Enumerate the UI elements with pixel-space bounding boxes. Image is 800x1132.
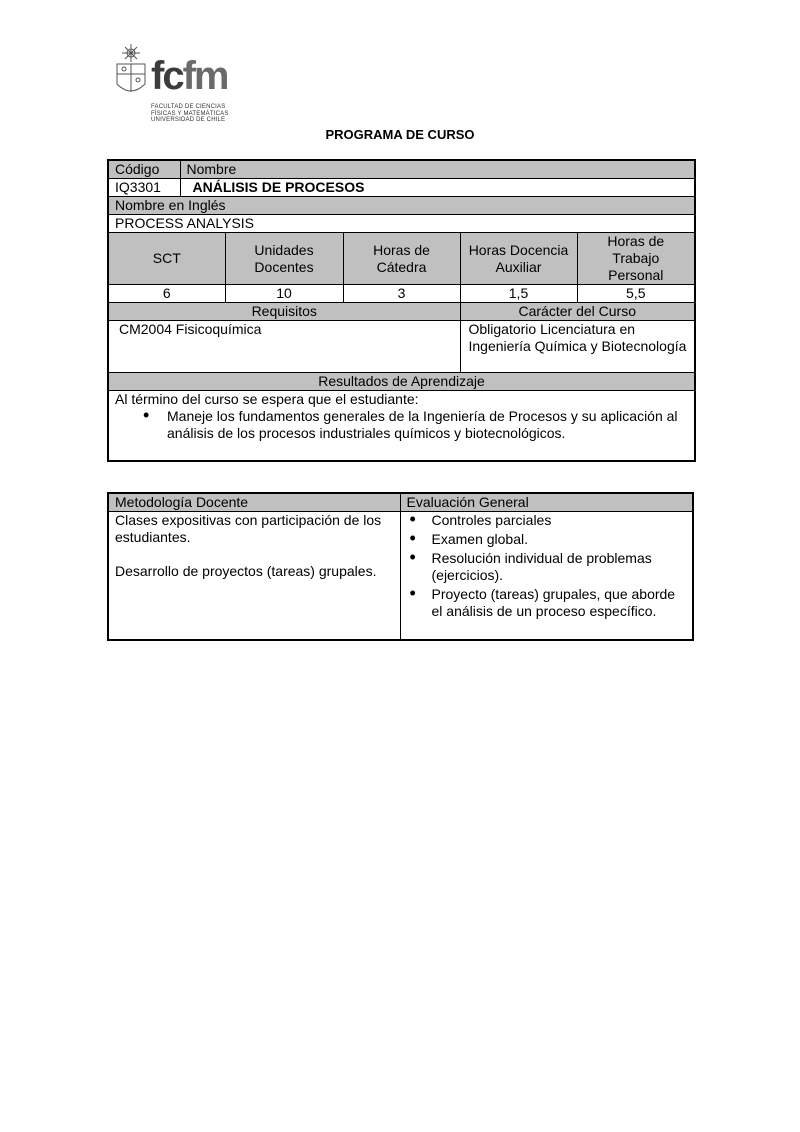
- hours-header-sct: SCT: [108, 233, 225, 285]
- evaluacion-item: • Examen global.: [407, 531, 687, 548]
- metodologia-paragraph: Clases expositivas con participación de los estudiantes.: [115, 512, 382, 545]
- course-code: IQ3301: [108, 179, 180, 197]
- course-info-table: [107, 159, 696, 462]
- hours-header-personal: Horas de Trabajo Personal: [577, 233, 695, 285]
- metodologia-paragraph: Desarrollo de proyectos (tareas) grupales.: [115, 563, 377, 579]
- resultados-content: [108, 391, 695, 461]
- name-label: Nombre: [180, 160, 695, 179]
- code-label: Código: [108, 160, 180, 179]
- caracter-label: Carácter del Curso: [460, 303, 695, 321]
- hours-header-unidades: Unidades Docentes: [225, 233, 343, 285]
- hours-value-catedra: 3: [343, 285, 460, 303]
- evaluacion-content: [400, 512, 693, 640]
- fcfm-brand: fcfm: [151, 54, 228, 98]
- hours-header-auxiliar: Horas Docencia Auxiliar: [460, 233, 577, 285]
- hours-header-catedra: Horas de Cátedra: [343, 233, 460, 285]
- hours-value-unidades: 10: [225, 285, 343, 303]
- evaluacion-item: • Proyecto (tareas) grupales, que aborde el análisis de un proceso específico.: [407, 586, 687, 620]
- logo-subtitle-line: UNIVERSIDAD DE CHILE: [151, 117, 226, 123]
- evaluacion-item: • Resolución individual de problemas (ejercicios).: [407, 550, 687, 584]
- university-seal-icon: [113, 44, 149, 100]
- metodologia-label: Metodología Docente: [108, 493, 400, 512]
- fcfm-logo: [113, 44, 243, 128]
- evaluacion-list: [407, 512, 687, 620]
- logo-subtitle-line: FÍSICAS Y MATEMÁTICAS: [151, 110, 229, 117]
- resultados-list: [115, 408, 688, 442]
- evaluacion-item: • Controles parciales: [407, 512, 687, 529]
- hours-value-auxiliar: 1,5: [460, 285, 577, 303]
- logo-subtitle: [151, 104, 251, 124]
- hours-value-personal: 5,5: [577, 285, 695, 303]
- logo-subtitle-line: FACULTAD DE CIENCIAS: [151, 104, 226, 110]
- evaluacion-label: Evaluación General: [400, 493, 693, 512]
- resultados-label: Resultados de Aprendizaje: [108, 373, 695, 391]
- requisitos-value: CM2004 Fisicoquímica: [108, 321, 460, 373]
- caracter-value: Obligatorio Licenciatura en Ingeniería Química y Biotecnología: [460, 321, 695, 373]
- metodologia-content: [108, 512, 400, 640]
- english-name: PROCESS ANALYSIS: [108, 215, 695, 233]
- method-table: [107, 492, 694, 641]
- resultados-item: • Maneje los fundamentos generales de la Ingeniería de Procesos y su aplicación al análisis de los procesos industriales químicos y biotecnológicos.: [115, 408, 688, 442]
- english-name-label: Nombre en Inglés: [108, 197, 695, 215]
- document-title: PROGRAMA DE CURSO: [325, 127, 475, 142]
- course-name: ANÁLISIS DE PROCESOS: [180, 179, 695, 197]
- resultados-intro: Al término del curso se espera que el estudiante:: [115, 391, 419, 407]
- requisitos-label: Requisitos: [108, 303, 460, 321]
- hours-value-sct: 6: [108, 285, 225, 303]
